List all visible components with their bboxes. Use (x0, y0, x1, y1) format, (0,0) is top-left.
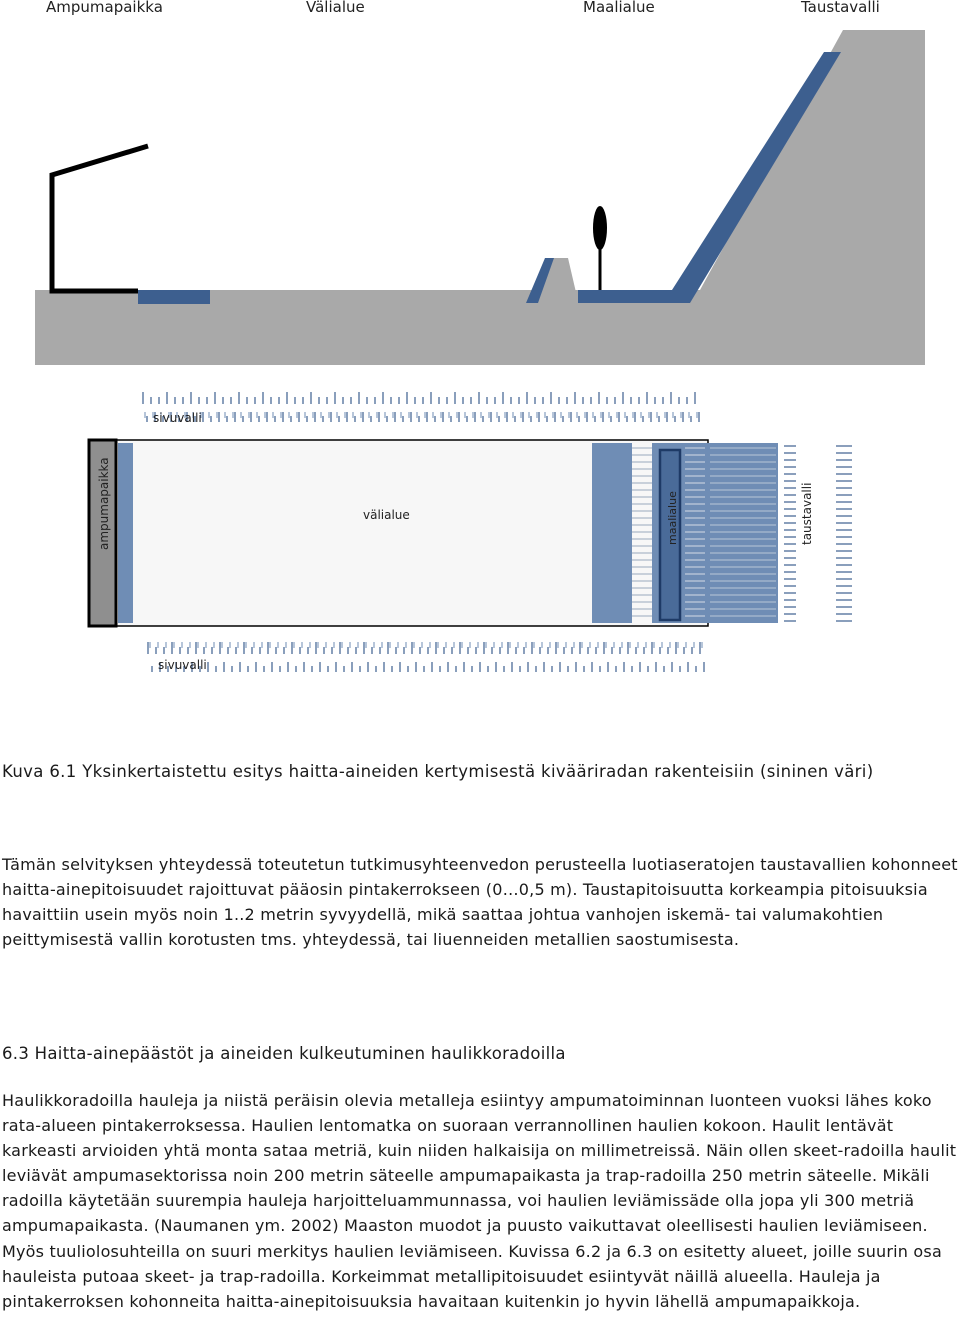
target-icon (593, 206, 607, 250)
side-berm-bottom-ticks (148, 642, 704, 672)
zone-label-taustavalli: Taustavalli (801, 0, 880, 16)
side-berm-top-label: sivuvalli (153, 411, 202, 425)
shooting-shelter (52, 146, 148, 291)
shooting-place-label: ampumapaikka (97, 457, 111, 550)
target-area-deposit-1 (592, 443, 632, 623)
back-berm-label: taustavalli (800, 482, 814, 545)
side-berm-top-ticks (143, 392, 699, 422)
paragraph-1: Tämän selvityksen yhteydessä toteutetun tutkimusyhteenvedon perusteella luotiaseratojen taustavallien kohonneet haitta-ainepitoisuudet rajoittuvat pääosin pintakerrokseen (0…0,5 m). Taustapitoisuutta korkeampia pitoisuuksia havaittiin usein myös noin 1..2 metrin syvyydellä, mikä saattaa johtua vanhojen iskemä- tai valumakohtien peittymisestä vallin korotusten tms. yhteydessä, tai liuenneiden metallien saostumisesta. (2, 855, 958, 950)
deposit-shooting-place (138, 290, 210, 304)
back-berm-deposit (708, 443, 778, 623)
zone-label-valialue: Välialue (306, 0, 365, 16)
shooting-place-deposit (118, 443, 133, 623)
target-area-label: maalialue (666, 491, 679, 545)
paragraph-2: Haulikkoradoilla hauleja ja niistä peräisin olevia metalleja esiintyy ampumatoiminnan luonteen vuoksi lähes koko rata-alueen pintakerroksessa. Haulien lentomatka on suoraan verrannollinen haulien kokoon. Haulit lentävät karkeasti arvioiden yhtä monta sataa metriä, kuin niiden halkaisija on millimetreissä. Näin ollen skeet-radoilla haulit leviävät ampumasektorissa noin 200 metrin säteelle ampumapaikasta ja trap-radoilla 250 metrin säteelle. Mikäli radoilla käytetään suurempia hauleja harjoitteluammunnassa, voi haulien leviämissäde olla jopa yli 300 metriä ampumapaikasta. (Naumanen ym. 2002) Maaston muodot ja puusto vaikuttavat oleellisesti haulien leviämiseen. Myös tuuliolosuhteilla on suuri merkitys haulien leviämiseen. Kuvissa 6.2 ja 6.3 on esitetty alueet, joille suurin osa hauleista putoaa skeet- ja trap-radoilla. Korkeimmat metallipitoisuudet esiintyvät näillä alueella. Hauleja ja pintakerroksen kohonneita haitta-ainepitoisuuksia havaitaan kuitenkin jo hyvin lähellä ampumapaikkoja. (2, 1091, 957, 1311)
range-plan-diagram (0, 380, 960, 690)
zone-label-ampumapaikka: Ampumapaikka (46, 0, 163, 16)
back-berm-ticks (784, 446, 852, 621)
intermediate-area-label: välialue (363, 508, 410, 522)
deposit-target-area (578, 290, 680, 303)
ground-profile (35, 30, 925, 365)
range-cross-section-diagram (0, 0, 960, 370)
section-heading: 6.3 Haitta-ainepäästöt ja aineiden kulkeutuminen haulikkoradoilla (2, 1044, 566, 1063)
zone-label-maalialue: Maalialue (583, 0, 655, 16)
figure-caption: Kuva 6.1 Yksinkertaistettu esitys haitta-aineiden kertymisestä kivääriradan rakenteisiin (sininen väri) (2, 762, 874, 781)
side-berm-bottom-label: sivuvalli (158, 658, 207, 672)
